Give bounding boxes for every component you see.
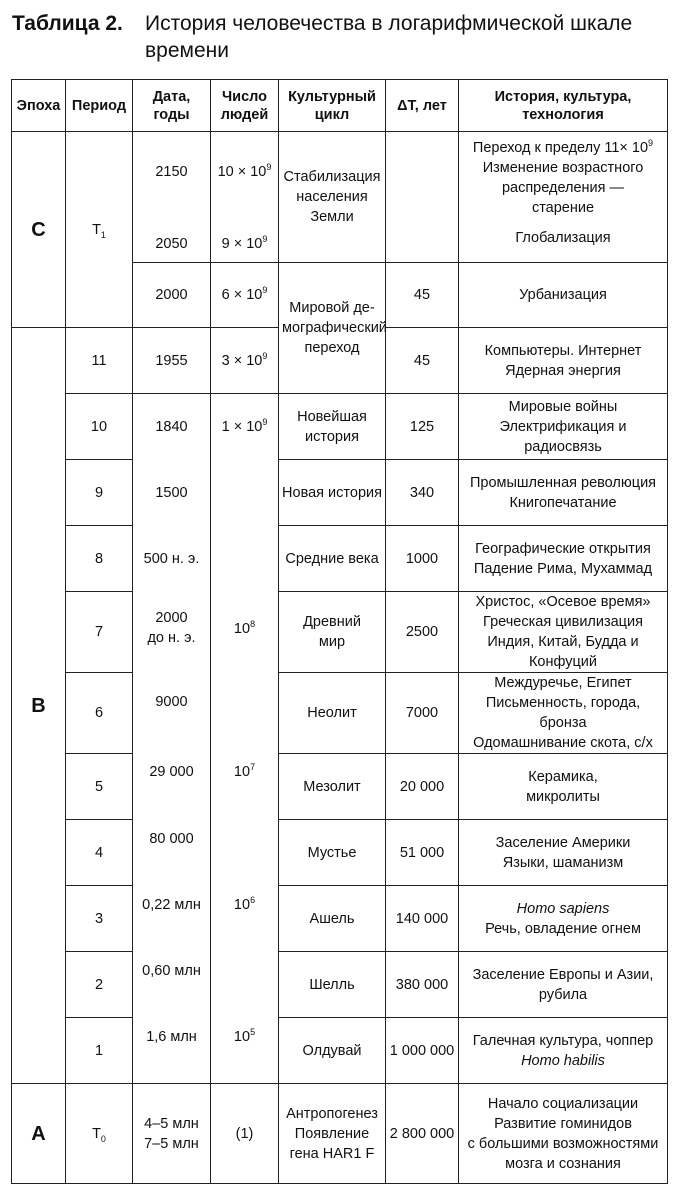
cycle-stabilization: Стабилизация населения Земли [279, 132, 386, 263]
period-1: 1 [66, 1018, 133, 1084]
history-6: Междуречье, Египет Письменность, города, бронза Одомашнивание скота, с/х [459, 673, 668, 754]
dt-6: 7000 [386, 673, 459, 754]
history-urbanization: Урбанизация [459, 263, 668, 328]
history-11: Компьютеры. Интернет Ядерная энергия [459, 328, 668, 394]
dt-7: 2500 [386, 592, 459, 673]
period-6: 6 [66, 673, 133, 754]
dt-4: 51 000 [386, 820, 459, 886]
cycle-5: Мезолит [279, 754, 386, 820]
dt-2: 380 000 [386, 952, 459, 1018]
date-c-upper: 2150 2050 [133, 132, 211, 263]
table-row [12, 1084, 668, 1184]
history-a: Начало социализации Развитие гоминидов с большими возможностями мозга и сознания [459, 1084, 668, 1184]
dt-11: 45 [386, 328, 459, 394]
header-date: Дата, годы [133, 80, 211, 132]
history-table [11, 79, 668, 1184]
era-a: A [12, 1084, 66, 1184]
history-7: Христос, «Осевое время» Греческая цивилизация Индия, Китай, Будда и Конфуций [459, 592, 668, 673]
table-row [12, 1018, 668, 1084]
caption-text: История человечества в логарифмической шкале времени [145, 12, 633, 62]
history-5: Керамика, микролиты [459, 754, 668, 820]
header-people: Число людей [211, 80, 279, 132]
people-11: $3 \times 10^9$ [211, 328, 279, 394]
cycle-7: Древний мир [279, 592, 386, 673]
history-1: Галечная культура, чоппер Homo habilis [459, 1018, 668, 1084]
table-row [12, 394, 668, 460]
period-8: 8 [66, 526, 133, 592]
date-2000: 2000 [133, 263, 211, 328]
dt-3: 140 000 [386, 886, 459, 952]
period-11: 11 [66, 328, 133, 394]
period-t1: $T_1$ [66, 132, 133, 328]
header-cycle: Культурный цикл [279, 80, 386, 132]
dt-2000: 45 [386, 263, 459, 328]
period-3: 3 [66, 886, 133, 952]
era-b: B [12, 328, 66, 1084]
cycle-4: Мустье [279, 820, 386, 886]
period-t0: $T_0$ [66, 1084, 133, 1184]
table-row [12, 886, 668, 952]
date-a: 4–5 млн 7–5 млн [133, 1084, 211, 1184]
people-c-upper: $10 \times 10^9$ $9 \times 10^9$ [211, 132, 279, 263]
people-a: (1) [211, 1084, 279, 1184]
people-2000: $6 \times 10^9$ [211, 263, 279, 328]
date-11: 1955 [133, 328, 211, 394]
period-7: 7 [66, 592, 133, 673]
cycle-3: Ашель [279, 886, 386, 952]
header-period: Период [66, 80, 133, 132]
history-2: Заселение Европы и Азии, рубила [459, 952, 668, 1018]
header-era: Эпоха [12, 80, 66, 132]
period-2: 2 [66, 952, 133, 1018]
history-9: Промышленная революция Книгопечатание [459, 460, 668, 526]
period-4: 4 [66, 820, 133, 886]
table-row [12, 132, 668, 263]
era-c: C [12, 132, 66, 328]
table-row [12, 592, 668, 673]
dt-10: 125 [386, 394, 459, 460]
date-column-b: 1840 1500 500 н. э. 2000 до н. э. 9000 29 000 80 000 0,22 млн 0,60 млн 1,6 млн [133, 394, 211, 1084]
period-10: 10 [66, 394, 133, 460]
table-row [12, 952, 668, 1018]
cycle-1: Олдувай [279, 1018, 386, 1084]
cycle-6: Неолит [279, 673, 386, 754]
header-dt: ΔT, лет [386, 80, 459, 132]
dt-1: 1 000 000 [386, 1018, 459, 1084]
period-9: 9 [66, 460, 133, 526]
history-10: Мировые войны Электрификация и радиосвязь [459, 394, 668, 460]
dt-c-upper [386, 132, 459, 263]
table-row [12, 460, 668, 526]
cycle-9: Новая история [279, 460, 386, 526]
dt-8: 1000 [386, 526, 459, 592]
history-c-upper: Переход к пределу $11\times 10^9$ Изменение возрастного распределения — старение Глобализация [459, 132, 668, 263]
table-row [12, 673, 668, 754]
header-history: История, культура, технология [459, 80, 668, 132]
people-column-b: $1 \times 10^9$ $10^8$ $10^7$ $10^6$ $10^5$ [211, 394, 279, 1084]
dt-9: 340 [386, 460, 459, 526]
cycle-demographic: Мировой де- мографический переход [279, 263, 386, 394]
history-4: Заселение Америки Языки, шаманизм [459, 820, 668, 886]
history-8: Географические открытия Падение Рима, Мухаммад [459, 526, 668, 592]
cycle-a: Антропогенез Появление гена HAR1 F [279, 1084, 386, 1184]
cycle-8: Средние века [279, 526, 386, 592]
cycle-10: Новейшая история [279, 394, 386, 460]
table-row [12, 754, 668, 820]
table-row [12, 526, 668, 592]
period-5: 5 [66, 754, 133, 820]
history-3: Homo sapiens Речь, овладение огнем [459, 886, 668, 952]
dt-5: 20 000 [386, 754, 459, 820]
dt-a: 2 800 000 [386, 1084, 459, 1184]
cycle-2: Шелль [279, 952, 386, 1018]
caption-label: Таблица 2. [12, 12, 123, 35]
header-row [12, 80, 668, 132]
table-row [12, 820, 668, 886]
